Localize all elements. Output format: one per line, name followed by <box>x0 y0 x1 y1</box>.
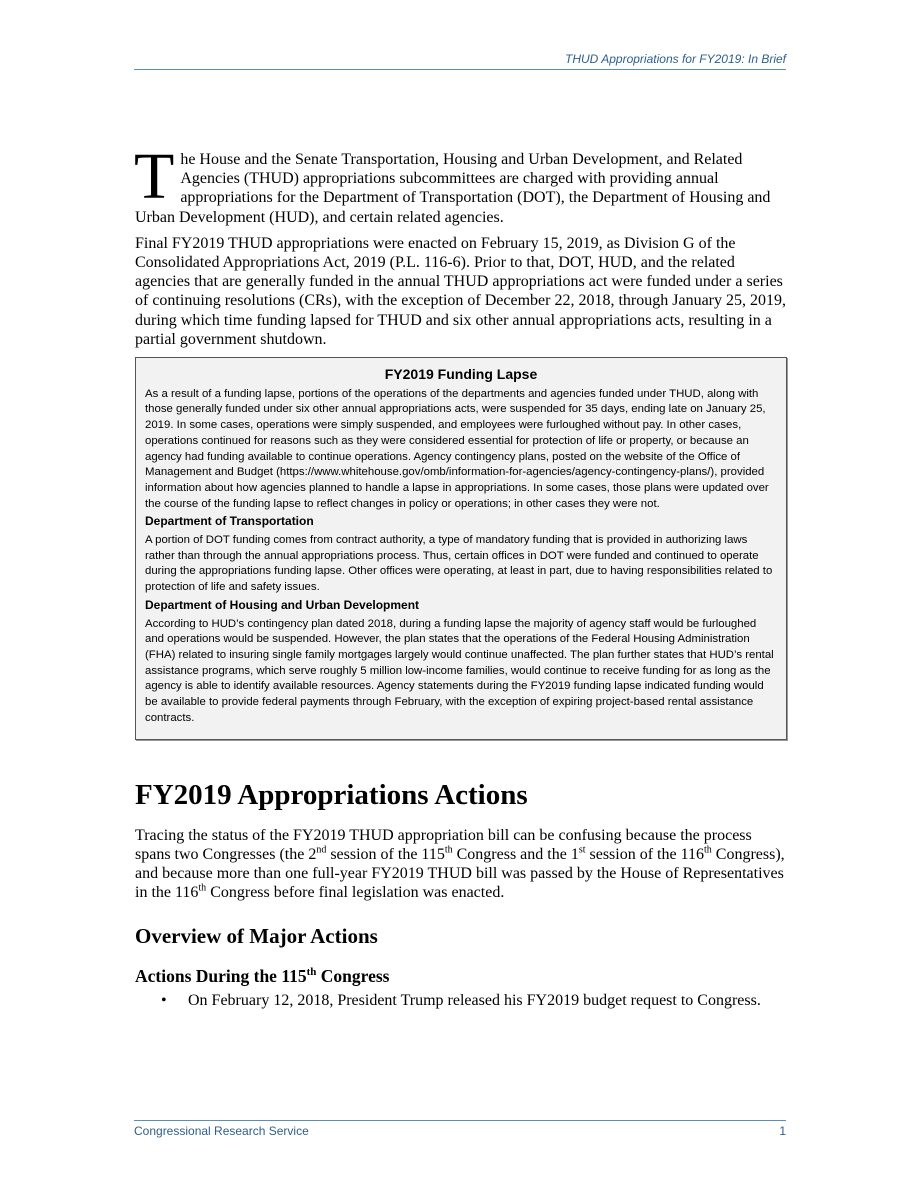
page-number: 1 <box>779 1124 786 1138</box>
section-title: FY2019 Appropriations Actions <box>135 778 528 811</box>
dot-heading: Department of Transportation <box>145 514 314 529</box>
footer-source: Congressional Research Service <box>134 1124 309 1138</box>
sidebar-title: FY2019 Funding Lapse <box>384 366 538 383</box>
page-footer <box>134 1120 786 1138</box>
hud-heading: Department of Housing and Urban Development <box>145 597 420 612</box>
hud-paragraph: According to HUD’s contingency plan dated 2018, during a funding lapse the majority of agency staff would be furloughed and operations would be suspended. However, the plan states that the operations of the Federal Housing Administration (FHA) related to insuring single family mortgages largely would continue unaffected. The plan further states that HUD’s rental assistance programs, which serve roughly 5 million low-income families, would continue to receive funding for as long as the agency is able to identify available resources. Agency statements during the FY2019 funding lapse indicated funding would be available to provide federal payments through February, with the exception of expiring project-based rental assistance contracts. <box>145 617 774 724</box>
sidebar-paragraph: As a result of a funding lapse, portions of the operations of the departments and agencies funded under THUD, along with those generally funded under six other annual appropriations acts, were suspended for 35 days, ending late on January 25, 2019. In some cases, operations were simply suspended, and employees were furloughed without pay. In other cases, operations continued for reasons such as they were considered essential for protection of life or property, or because an agency had funding available to continue operations. Agency contingency plans, posted on the website of the Office of Management and Budget (https://www.whitehouse.gov/omb/information-for-agencies/agency-contingency-plans/), provided information about how agencies planned to handle a lapse in appropriations. In some cases, those plans were updated over the course of the funding lapse to reflect changes in policy or operations; in other cases they were not. <box>145 387 769 510</box>
intro-text: he House and the Senate Transportation, Housing and Urban Development, and Related Agencies (THUD) appropriations subcommittees are charged with providing annual appropriations for the Department of Transportation (DOT), the Department of Housing and Urban Development (HUD), and certain related agencies. <box>135 151 771 226</box>
drop-cap: T <box>134 140 175 213</box>
enactment-paragraph: Final FY2019 THUD appropriations were enacted on February 15, 2019, as Division G of the Consolidated Appropriations Act, 2019 (P.L. 116-6). Prior to that, DOT, HUD, and the related agencies that are generally funded in the annual THUD appropriations act were funded under a series of continuing resolutions (CRs), with the exception of December 22, 2018, through January 25, 2019, during which time funding lapsed for THUD and six other annual appropriations acts, resulting in a partial government shutdown. <box>135 234 786 348</box>
tracing-paragraph: Tracing the status of the FY2019 THUD appropriation bill can be confusing because the process spans two Congresses (the 2nd session of the 115th Congress and the 1st session of the 116th Congress), and because more than one full-year FY2019 THUD bill was passed by the House of Representatives in the 116th Congress before final legislation was enacted. <box>135 826 785 902</box>
running-header <box>134 52 786 70</box>
actions-list <box>135 991 787 1010</box>
intro-paragraph <box>134 140 787 227</box>
document-body <box>134 140 787 1011</box>
congress-115-heading: Actions During the 115th Congress <box>135 966 390 987</box>
dot-paragraph: A portion of DOT funding comes from contract authority, a type of mandatory funding that is provided in authorizing laws rather than through the annual appropriations process. Thus, certain offices in DOT were funded and continued to operate during the appropriations funding lapse. Other offices were operating, at least in part, due to having responsibilities related to protection of life and safety issues. <box>145 534 773 594</box>
funding-lapse-sidebar <box>135 357 787 739</box>
overview-heading: Overview of Major Actions <box>135 924 378 949</box>
running-title: THUD Appropriations for FY2019: In Brief <box>565 52 786 66</box>
list-item: • On February 12, 2018, President Trump released his FY2019 budget request to Congress. <box>188 991 787 1010</box>
